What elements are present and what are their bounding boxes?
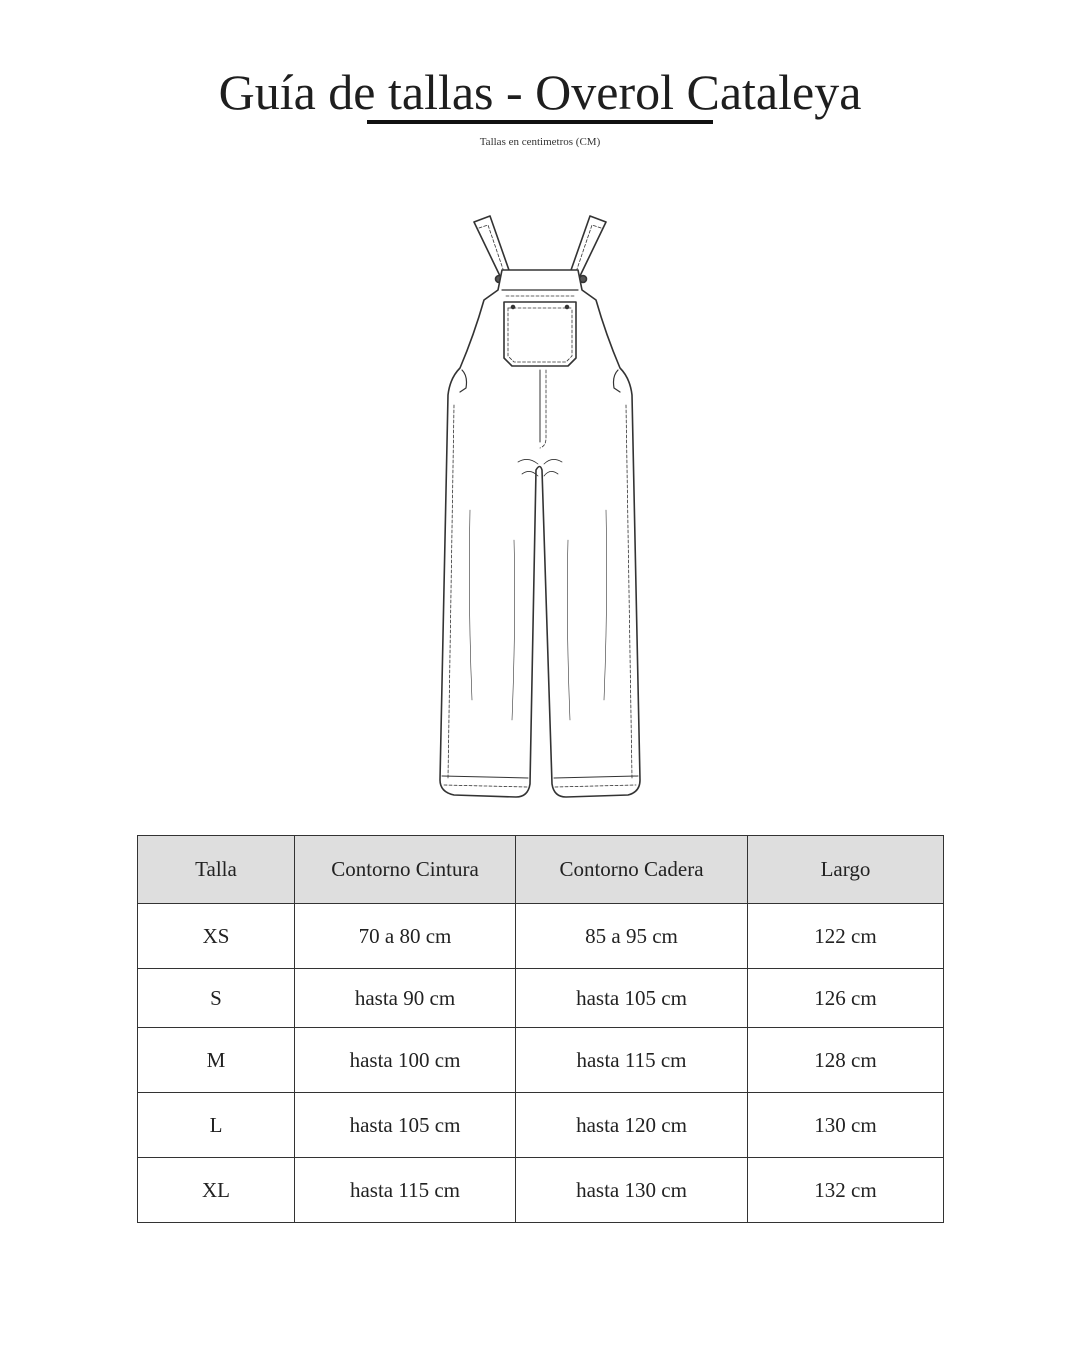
waist-cell: 70 a 80 cm bbox=[295, 904, 516, 969]
waist-cell: hasta 115 cm bbox=[295, 1158, 516, 1223]
table-row bbox=[138, 904, 944, 969]
size-cell: M bbox=[138, 1028, 295, 1093]
table-row bbox=[138, 1028, 944, 1093]
size-cell: S bbox=[138, 969, 295, 1028]
table-header-row bbox=[138, 836, 944, 904]
overall-garment-sketch-icon bbox=[418, 180, 662, 826]
table-row bbox=[138, 1158, 944, 1223]
page-subtitle: Tallas en centimetros (CM) bbox=[479, 136, 601, 148]
length-cell: 130 cm bbox=[748, 1093, 944, 1158]
hip-cell: hasta 130 cm bbox=[516, 1158, 748, 1223]
length-cell: 122 cm bbox=[748, 904, 944, 969]
waist-cell: hasta 90 cm bbox=[295, 969, 516, 1028]
size-chart-table bbox=[137, 835, 944, 1223]
column-header-contorno-cintura: Contorno Cintura bbox=[295, 836, 516, 904]
title-underline bbox=[367, 120, 713, 124]
column-header-largo: Largo bbox=[748, 836, 944, 904]
table-row bbox=[138, 1093, 944, 1158]
size-cell: XL bbox=[138, 1158, 295, 1223]
page-title: Guía de tallas - Overol Cataleya bbox=[218, 64, 862, 120]
column-header-talla: Talla bbox=[138, 836, 295, 904]
hip-cell: 85 a 95 cm bbox=[516, 904, 748, 969]
waist-cell: hasta 100 cm bbox=[295, 1028, 516, 1093]
hip-cell: hasta 120 cm bbox=[516, 1093, 748, 1158]
size-cell: XS bbox=[138, 904, 295, 969]
length-cell: 128 cm bbox=[748, 1028, 944, 1093]
length-cell: 126 cm bbox=[748, 969, 944, 1028]
table-row bbox=[138, 969, 944, 1028]
length-cell: 132 cm bbox=[748, 1158, 944, 1223]
hip-cell: hasta 115 cm bbox=[516, 1028, 748, 1093]
size-cell: L bbox=[138, 1093, 295, 1158]
column-header-contorno-cadera: Contorno Cadera bbox=[516, 836, 748, 904]
waist-cell: hasta 105 cm bbox=[295, 1093, 516, 1158]
hip-cell: hasta 105 cm bbox=[516, 969, 748, 1028]
